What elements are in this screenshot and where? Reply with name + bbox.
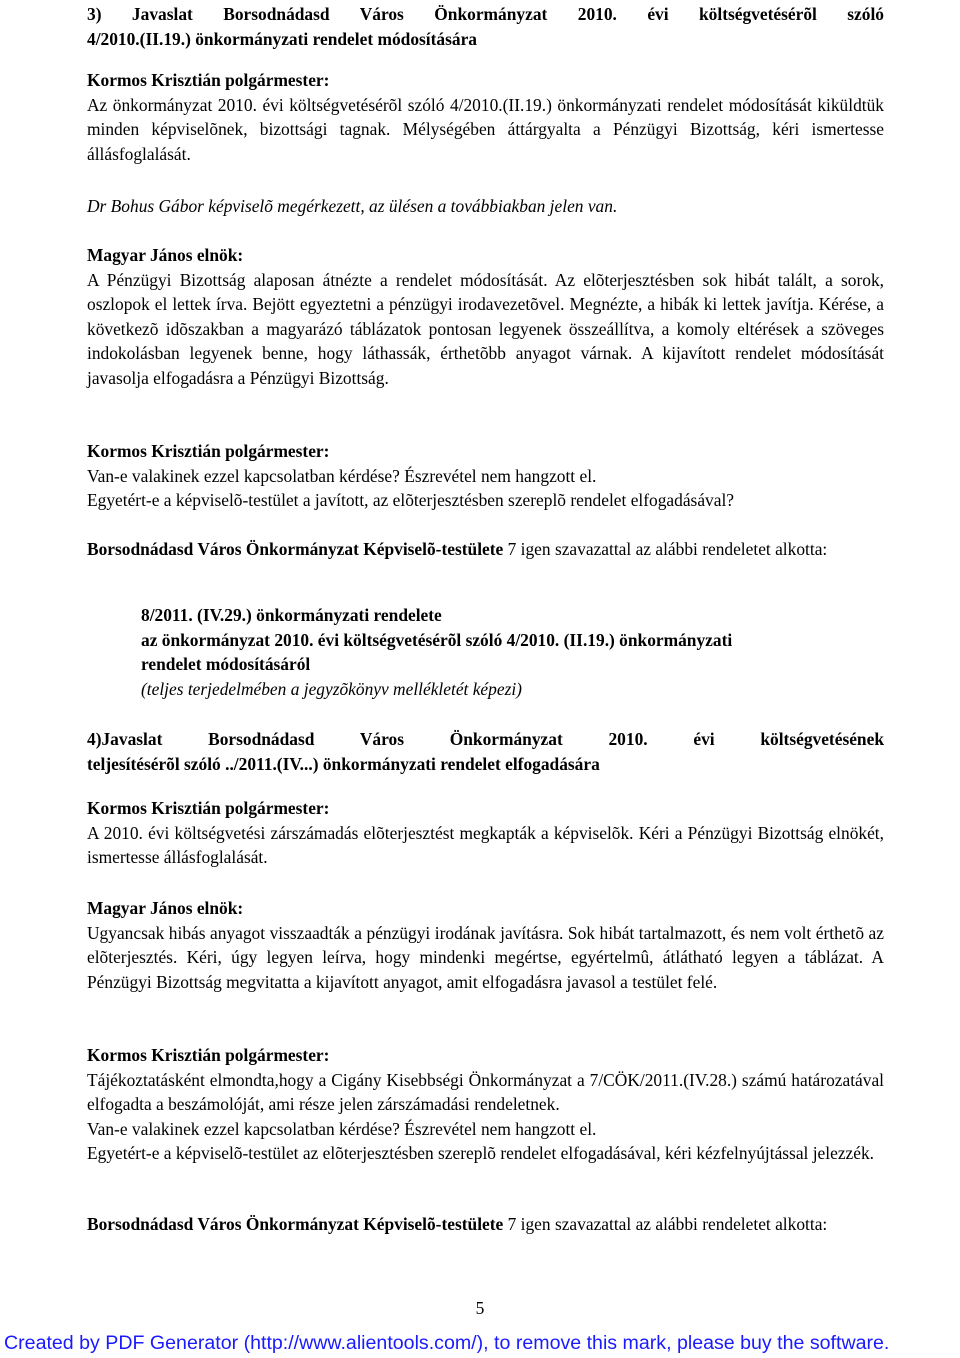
speaker-name: Kormos Krisztián polgármester: xyxy=(87,1045,330,1065)
attendance-note-text: Dr Bohus Gábor képviselõ megérkezett, az ülésen a továbbiakban jelen van. xyxy=(87,196,618,216)
speech-block-3 xyxy=(87,439,884,513)
decision-2-text xyxy=(87,1212,884,1237)
speaker-name: Magyar János elnök: xyxy=(87,898,244,918)
page-number: 5 xyxy=(475,1298,485,1318)
speech-text: A Pénzügyi Bizottság alaposan átnézte a rendelet módosítását. Az elõterjesztésben sok hibát talált, a sorok, oszlopok el lettek írva. Bejött egyeztetni a pénzügyi irodavezetõvel. Megnézte, a hibák ki lettek javítja. Kérése, a következõ idõszakban a magyarázó táblázatok pontosan legyenek összeállítva, a komoly eltérések a szöveges indokolásban legyenek benne, hogy láthassák, érthetõbb anyagot várnak. A kijavított rendelet módosítását javasolja elfogadásra a Pénzügyi Bizottság. xyxy=(87,269,884,388)
speaker-name: Kormos Krisztián polgármester: xyxy=(87,798,330,818)
decision-2-body: Borsodnádasd Város Önkormányzat Képviselõ-testülete xyxy=(87,1214,504,1234)
decision-1 xyxy=(87,537,884,562)
speech-text: Az önkormányzat 2010. évi költségvetésérõl szóló 4/2010.(II.19.) önkormányzati rendelet módosítását kiküldtük minden képviselõnek, bizottsági tagnak. Mélységében áttárgyalta a Pénzügyi Bizottság, kéri ismertesse állásfoglalását. xyxy=(87,94,884,164)
speech-line-2: Egyetért-e a képviselõ-testület a javított, az elõterjesztésben szereplõ rendelet elfogadásával? xyxy=(87,490,735,511)
speech-text-1: Tájékoztatásként elmondta,hogy a Cigány Kisebbségi Önkormányzat a 7/CÖK/2011.(IV.28.) számú határozatával elfogadta a beszámolóját, ami része jelen zárszámadási rendeletnek. xyxy=(87,1069,884,1115)
speech-block-1 xyxy=(87,68,884,166)
speech-text-3: Egyetért-e a képviselõ-testület az elõterjesztésben szereplõ rendelet elfogadásával, kéri kézfelnyújtással jelezzék. xyxy=(87,1143,875,1164)
speech-line-1: Van-e valakinek ezzel kapcsolatban kérdése? Észrevétel nem hangzott el. xyxy=(87,465,597,486)
attendance-note xyxy=(87,194,884,219)
decision-2-rest: 7 igen szavazattal az alábbi rendeletet alkotta: xyxy=(503,1214,828,1234)
speaker-name: Kormos Krisztián polgármester: xyxy=(87,441,330,461)
section-4-title-line1: 4)Javaslat Borsodnádasd Város Önkormányzat 2010. évi költségvetésének xyxy=(87,729,884,749)
section-3-title-line2: 4/2010.(II.19.) önkormányzati rendelet módosítására xyxy=(87,28,477,49)
decision-1-body: Borsodnádasd Város Önkormányzat Képviselõ-testülete xyxy=(87,539,504,559)
speech-text: Ugyancsak hibás anyagot visszaadták a pénzügyi irodának javításra. Sok hibát tartalmazott, és nem volt érthetõ az elõterjesztés. Kéri, úgy legyen leírva, hogy mindenki megértse, egyértelmû, átlátható legyen a táblázat. A Pénzügyi Bizottság megvitatta a kijavított anyagot, amit elfogadásra javasol a testület felé. xyxy=(87,922,884,992)
speech-block-6 xyxy=(87,1043,884,1166)
speech-block-4 xyxy=(87,796,884,870)
decree-title-line2: rendelet módosításáról xyxy=(141,654,311,675)
section-4-heading xyxy=(87,727,884,776)
decision-1-text xyxy=(87,537,884,562)
pdf-generator-watermark: Created by PDF Generator (http://www.alientools.com/), to remove this mark, please buy the software. xyxy=(4,1332,890,1354)
speaker-name: Magyar János elnök: xyxy=(87,245,244,265)
decree-note: (teljes terjedelmében a jegyzõkönyv mellékletét képezi) xyxy=(141,678,522,699)
decision-1-rest: 7 igen szavazattal az alábbi rendeletet alkotta: xyxy=(503,539,828,559)
speech-block-2 xyxy=(87,243,884,391)
decree-title-line1: az önkormányzat 2010. évi költségvetésérõl szóló 4/2010. (II.19.) önkormányzati xyxy=(141,629,733,650)
decision-2 xyxy=(87,1212,884,1237)
decree-number: 8/2011. (IV.29.) önkormányzati rendelete xyxy=(141,605,442,625)
section-3-title-line1: 3) Javaslat Borsodnádasd Város Önkormányzat 2010. évi költségvetésérõl szóló xyxy=(87,4,884,24)
speech-block-5 xyxy=(87,896,884,994)
speech-text-2: Van-e valakinek ezzel kapcsolatban kérdése? Észrevétel nem hangzott el. xyxy=(87,1118,597,1139)
section-3-heading xyxy=(87,2,884,51)
speaker-name: Kormos Krisztián polgármester: xyxy=(87,70,330,90)
section-4-title-line2: teljesítésérõl szóló ../2011.(IV...) önkormányzati rendelet elfogadására xyxy=(87,753,600,774)
speech-text: A 2010. évi költségvetési zárszámadás elõterjesztést megkapták a képviselõk. Kéri a Pénzügyi Bizottság elnökét, ismertesse állásfoglalását. xyxy=(87,822,884,868)
decree-block xyxy=(141,603,884,701)
